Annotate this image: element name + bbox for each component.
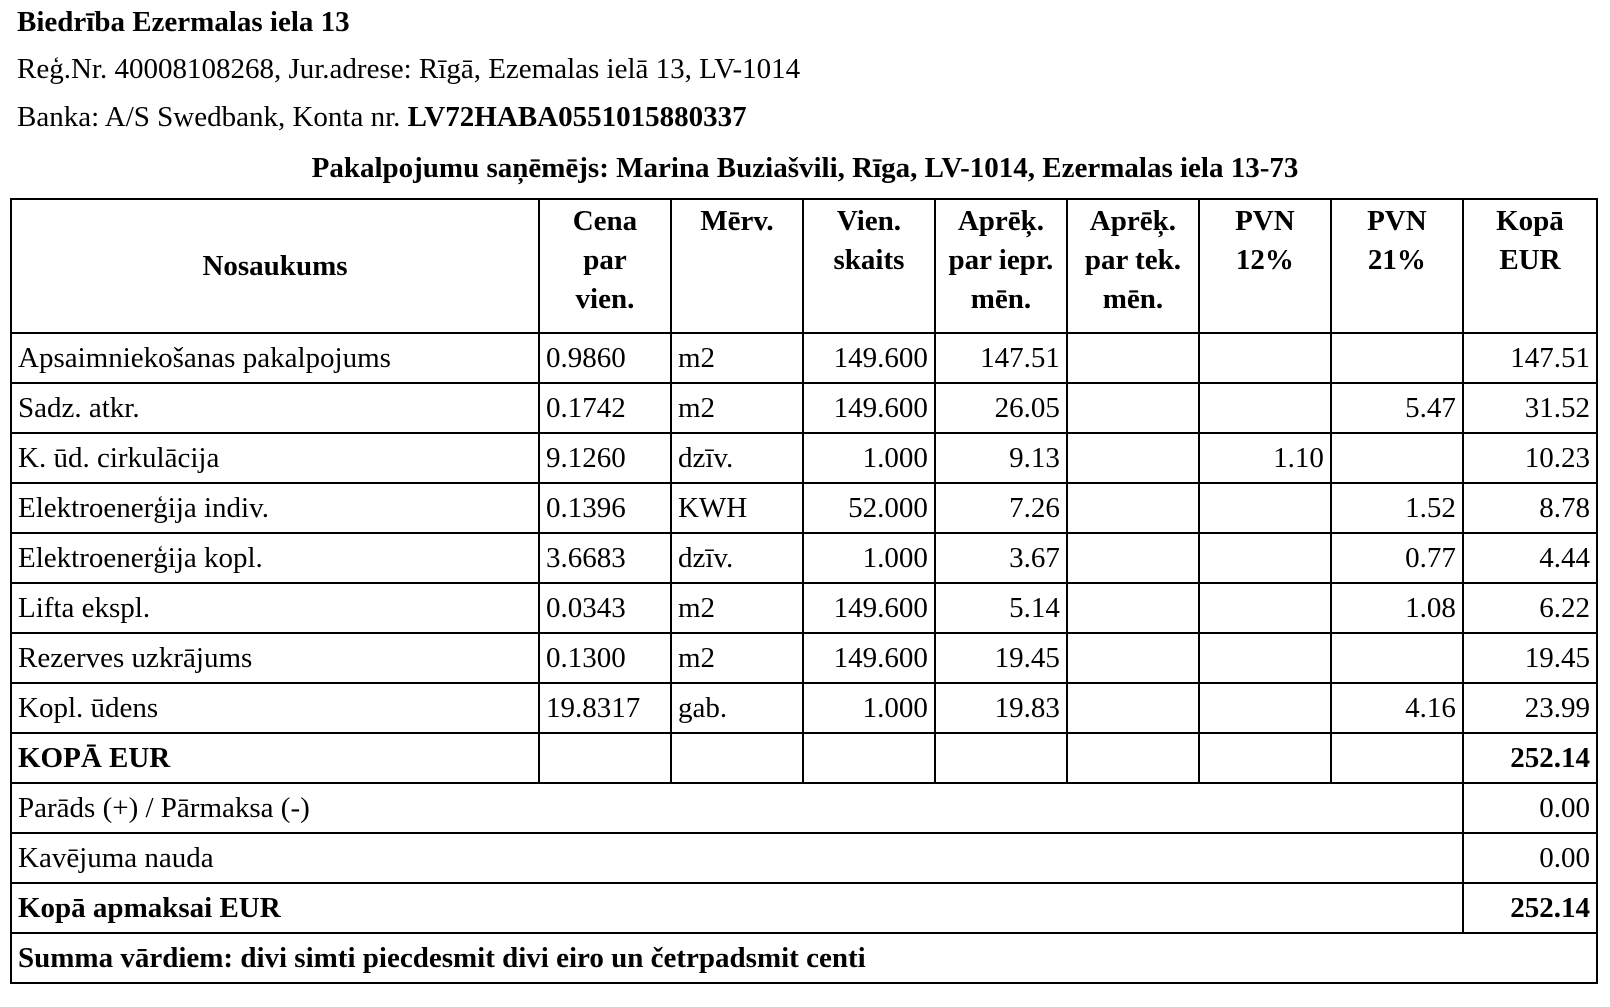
cell-total: 6.22	[1463, 583, 1597, 633]
cell-vat-21: 1.52	[1331, 483, 1463, 533]
cell-vat-21: 1.08	[1331, 583, 1463, 633]
cell-current-month	[1067, 433, 1199, 483]
cell-vat-12	[1199, 633, 1331, 683]
col-header-name: Nosaukums	[11, 199, 539, 333]
cell-quantity: 149.600	[803, 583, 935, 633]
cell-name: Sadz. atkr.	[11, 383, 539, 433]
account-number: LV72HABA0551015880337	[407, 101, 747, 133]
cell-vat-12	[1199, 383, 1331, 433]
cell-quantity: 149.600	[803, 333, 935, 383]
subtotal-label: KOPĀ EUR	[11, 733, 539, 783]
cell-unit: m2	[671, 383, 803, 433]
cell-current-month	[1067, 633, 1199, 683]
cell-name: Lifta ekspl.	[11, 583, 539, 633]
cell-unit: dzīv.	[671, 533, 803, 583]
cell-quantity: 149.600	[803, 383, 935, 433]
grand-total-value: 252.14	[1463, 883, 1597, 933]
cell-prev-month: 26.05	[935, 383, 1067, 433]
cell-total: 147.51	[1463, 333, 1597, 383]
cell-name: Elektroenerģija indiv.	[11, 483, 539, 533]
cell-unit: m2	[671, 333, 803, 383]
cell-quantity: 52.000	[803, 483, 935, 533]
cell-unit: gab.	[671, 683, 803, 733]
cell-current-month	[1067, 383, 1199, 433]
cell-vat-21	[1331, 433, 1463, 483]
cell-current-month	[1067, 583, 1199, 633]
cell-total: 19.45	[1463, 633, 1597, 683]
cell-price: 19.8317	[539, 683, 671, 733]
cell-current-month	[1067, 533, 1199, 583]
cell-name: Apsaimniekošanas pakalpojums	[11, 333, 539, 383]
col-header-total: Kopā EUR	[1463, 199, 1597, 333]
cell-vat-21	[1331, 633, 1463, 683]
cell-quantity: 1.000	[803, 433, 935, 483]
subtotal-row	[11, 733, 1597, 783]
cell-prev-month: 7.26	[935, 483, 1067, 533]
col-header-quantity: Vien. skaits	[803, 199, 935, 333]
penalty-label: Kavējuma nauda	[11, 833, 1463, 883]
table-row	[11, 433, 1597, 483]
organization-name: Biedrība Ezermalas iela 13	[17, 6, 350, 38]
penalty-row	[11, 833, 1597, 883]
cell-prev-month: 19.83	[935, 683, 1067, 733]
col-header-price: Cena par vien.	[539, 199, 671, 333]
cell-vat-21	[1331, 333, 1463, 383]
table-header-row	[11, 199, 1597, 333]
debt-label: Parāds (+) / Pārmaksa (-)	[11, 783, 1463, 833]
table-row	[11, 683, 1597, 733]
cell-current-month	[1067, 683, 1199, 733]
cell-total: 23.99	[1463, 683, 1597, 733]
cell-current-month	[1067, 483, 1199, 533]
bank-line	[17, 101, 747, 134]
debt-value: 0.00	[1463, 783, 1597, 833]
cell-current-month	[1067, 333, 1199, 383]
invoice-table	[10, 198, 1598, 984]
amount-in-words: Summa vārdiem: divi simti piecdesmit divi eiro un četrpadsmit centi	[11, 933, 1597, 983]
cell-prev-month: 5.14	[935, 583, 1067, 633]
col-header-unit: Mērv.	[671, 199, 803, 333]
service-recipient: Pakalpojumu saņēmējs: Marina Buziašvili, Rīga, LV-1014, Ezermalas iela 13-73	[311, 152, 1299, 184]
cell-price: 0.9860	[539, 333, 671, 383]
cell-total: 8.78	[1463, 483, 1597, 533]
penalty-value: 0.00	[1463, 833, 1597, 883]
bank-prefix: Banka: A/S Swedbank, Konta nr.	[17, 101, 401, 133]
col-header-vat-21: PVN 21%	[1331, 199, 1463, 333]
cell-name: K. ūd. cirkulācija	[11, 433, 539, 483]
cell-vat-21: 5.47	[1331, 383, 1463, 433]
table-row	[11, 383, 1597, 433]
cell-vat-12	[1199, 483, 1331, 533]
cell-total: 10.23	[1463, 433, 1597, 483]
cell-vat-12	[1199, 583, 1331, 633]
cell-name: Kopl. ūdens	[11, 683, 539, 733]
cell-price: 0.1396	[539, 483, 671, 533]
cell-quantity: 1.000	[803, 533, 935, 583]
cell-name: Rezerves uzkrājums	[11, 633, 539, 683]
cell-vat-21: 4.16	[1331, 683, 1463, 733]
cell-total: 4.44	[1463, 533, 1597, 583]
cell-price: 3.6683	[539, 533, 671, 583]
cell-price: 9.1260	[539, 433, 671, 483]
grand-total-row	[11, 883, 1597, 933]
col-header-vat-12: PVN 12%	[1199, 199, 1331, 333]
cell-vat-12: 1.10	[1199, 433, 1331, 483]
grand-total-label: Kopā apmaksai EUR	[11, 883, 1463, 933]
subtotal-value: 252.14	[1463, 733, 1597, 783]
cell-quantity: 149.600	[803, 633, 935, 683]
cell-name: Elektroenerģija kopl.	[11, 533, 539, 583]
amount-in-words-row	[11, 933, 1597, 983]
table-row	[11, 533, 1597, 583]
col-header-current-month: Aprēķ. par tek. mēn.	[1067, 199, 1199, 333]
debt-row	[11, 783, 1597, 833]
cell-unit: dzīv.	[671, 433, 803, 483]
cell-vat-21: 0.77	[1331, 533, 1463, 583]
cell-unit: m2	[671, 633, 803, 683]
cell-prev-month: 19.45	[935, 633, 1067, 683]
cell-total: 31.52	[1463, 383, 1597, 433]
cell-price: 0.1742	[539, 383, 671, 433]
registration-line: Reģ.Nr. 40008108268, Jur.adrese: Rīgā, Ezemalas ielā 13, LV-1014	[17, 53, 801, 85]
table-row	[11, 583, 1597, 633]
cell-prev-month: 9.13	[935, 433, 1067, 483]
col-header-prev-month: Aprēķ. par iepr. mēn.	[935, 199, 1067, 333]
cell-vat-12	[1199, 333, 1331, 383]
cell-prev-month: 3.67	[935, 533, 1067, 583]
cell-quantity: 1.000	[803, 683, 935, 733]
cell-price: 0.0343	[539, 583, 671, 633]
cell-unit: m2	[671, 583, 803, 633]
cell-prev-month: 147.51	[935, 333, 1067, 383]
cell-vat-12	[1199, 683, 1331, 733]
cell-unit: KWH	[671, 483, 803, 533]
cell-vat-12	[1199, 533, 1331, 583]
table-row	[11, 333, 1597, 383]
table-row	[11, 633, 1597, 683]
cell-price: 0.1300	[539, 633, 671, 683]
table-row	[11, 483, 1597, 533]
